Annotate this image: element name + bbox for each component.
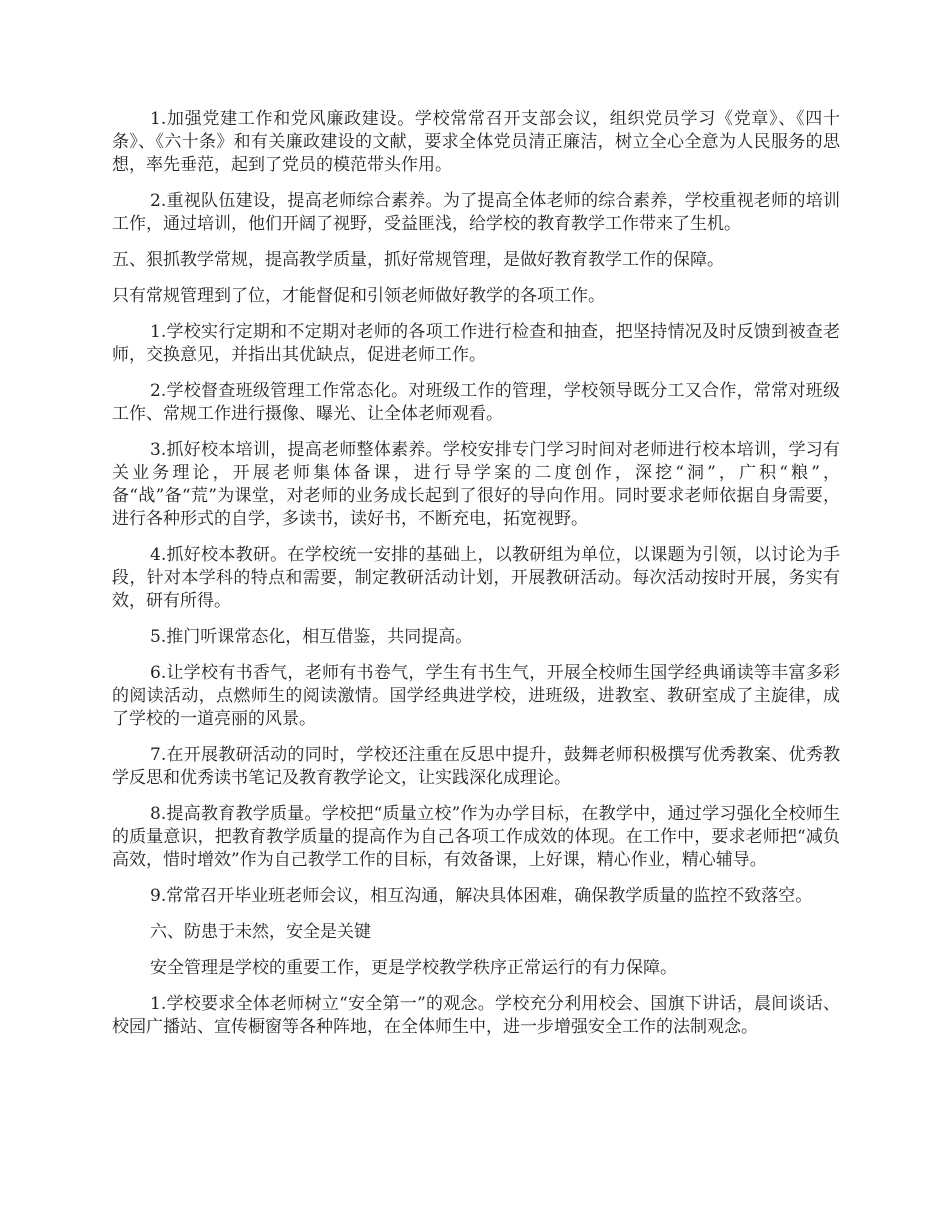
paragraph-school-training: 3.抓好校本培训，提高老师整体素养。学校安排专门学习时间对老师进行校本培训，学习有关业务理论，开展老师集体备课，进行导学案的二度创作，深挖“洞”，广积“粮”，备“战”备“荒”为课堂，对老师的业务成长起到了很好的导向作用。同时要求老师依据自身需要，进行各种形式的自学，多读书，读好书，不断充电，拓宽视野。 <box>112 440 840 529</box>
paragraph-reading: 6.让学校有书香气，老师有书卷气，学生有书生气，开展全校师生国学经典诵读等丰富多彩的阅读活动，点燃师生的阅读激情。国学经典进学校，进班级，进教室、教研室成了主旋律，成了学校的一道亮丽的风景。 <box>112 663 840 729</box>
paragraph-reflection: 7.在开展教研活动的同时，学校还注重在反思中提升，鼓舞老师积极撰写优秀教案、优秀教学反思和优秀读书笔记及教育教学论文，让实践深化成理论。 <box>112 745 840 788</box>
paragraph-graduating-class: 9.常常召开毕业班老师会议，相互沟通，解决具体困难，确保教学质量的监控不致落空。 <box>150 886 813 906</box>
paragraph-open-class: 5.推门听课常态化，相互借鉴，共同提高。 <box>150 627 473 647</box>
paragraph-safety-management: 安全管理是学校的重要工作，更是学校教学秩序正常运行的有力保障。 <box>150 958 677 978</box>
paragraph-team-building: 2.重视队伍建设，提高老师综合素养。为了提高全体老师的综合素养，学校重视老师的培训工作，通过培训，他们开阔了视野，受益匪浅，给学校的教育教学工作带来了生机。 <box>112 191 840 234</box>
paragraph-inspection: 1.学校实行定期和不定期对老师的各项工作进行检查和抽查，把坚持情况及时反馈到被查老师，交换意见，并指出其优缺点，促进老师工作。 <box>112 322 840 365</box>
section-heading-safety: 六、防患于未然，安全是关键 <box>150 922 371 942</box>
paragraph-school-research: 4.抓好校本教研。在学校统一安排的基础上，以教研组为单位，以课题为引领，以讨论为手段，针对本学科的特点和需要，制定教研活动计划，开展教研活动。每次活动按时开展，务实有效，研有所得。 <box>112 545 840 611</box>
section-heading-teaching-routine: 五、狠抓教学常规，提高教学质量，抓好常规管理，是做好教育教学工作的保障。 <box>112 250 724 270</box>
paragraph-party-building: 1.加强党建工作和党风廉政建设。学校常常召开支部会议，组织党员学习《党章》、《四十条》、《六十条》和有关廉政建设的文献，要求全体党员清正廉洁，树立全心全意为人民服务的思想，率先垂范，起到了党员的模范带头作用。 <box>112 109 840 175</box>
paragraph-safety-first: 1.学校要求全体老师树立“安全第一”的观念。学校充分利用校会、国旗下讲话，晨间谈话、校园广播站、宣传橱窗等各种阵地，在全体师生中，进一步增强安全工作的法制观念。 <box>112 994 840 1037</box>
document-body <box>112 108 840 1052</box>
paragraph-quality: 8.提高教育教学质量。学校把“质量立校”作为办学目标，在教学中，通过学习强化全校师生的质量意识，把教育教学质量的提高作为自己各项工作成效的体现。在工作中，要求老师把“减负高效，惜时增效”作为自己教学工作的目标，有效备课，上好课，精心作业，精心辅导。 <box>112 804 840 870</box>
paragraph-class-management: 2.学校督查班级管理工作常态化。对班级工作的管理，学校领导既分工又合作，常常对班级工作、常规工作进行摄像、曝光、让全体老师观看。 <box>112 381 840 424</box>
paragraph-routine-management: 只有常规管理到了位，才能督促和引领老师做好教学的各项工作。 <box>112 286 605 306</box>
